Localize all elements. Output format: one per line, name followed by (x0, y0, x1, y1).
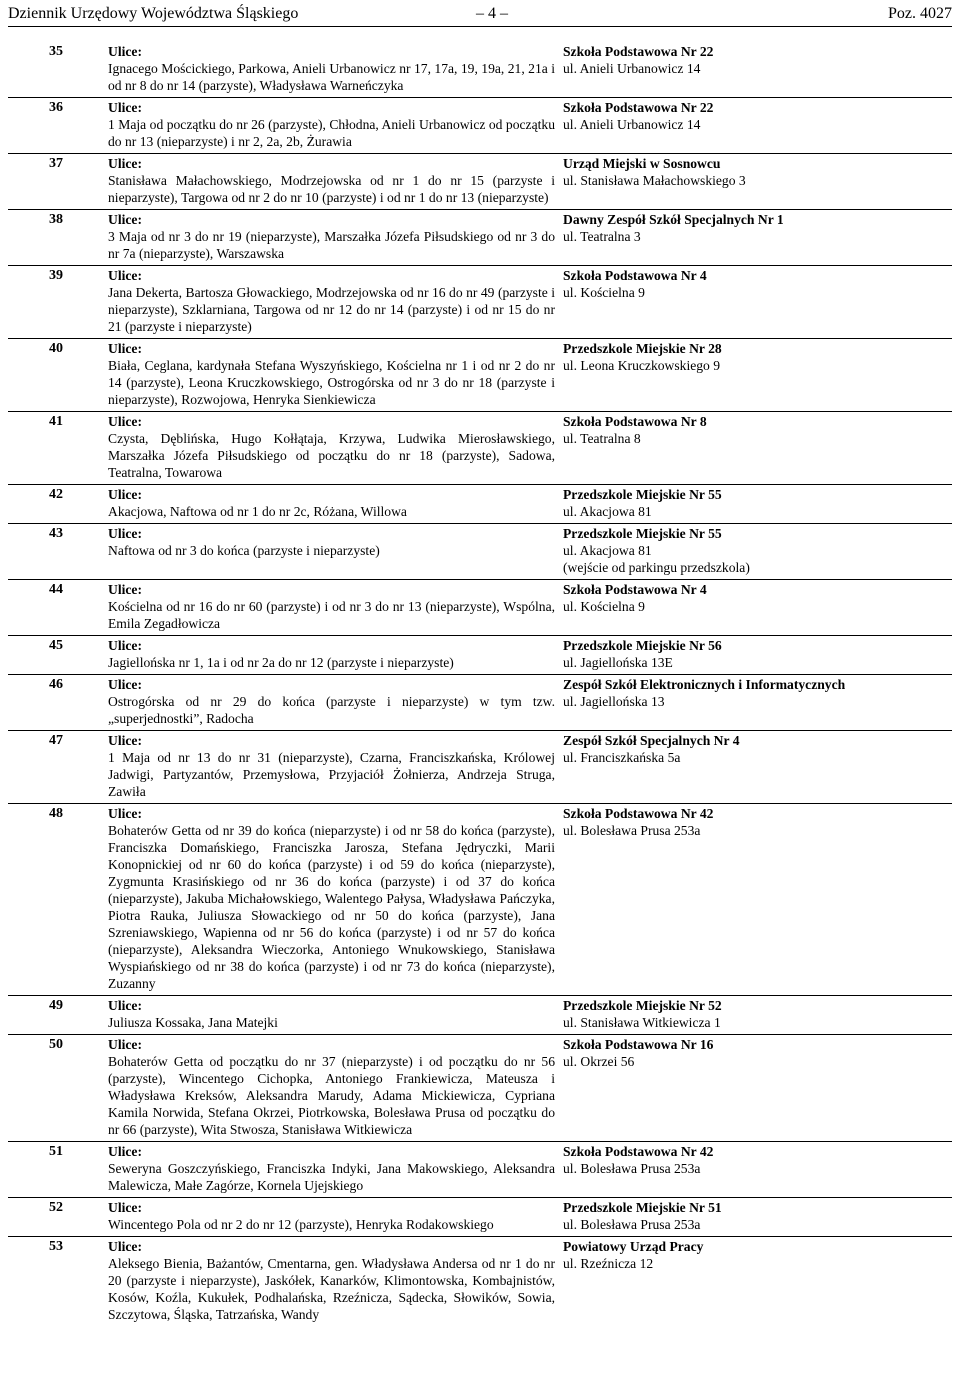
polling-station-name: Szkoła Podstawowa Nr 16 (563, 1037, 714, 1052)
table-row (8, 636, 952, 675)
streets-cell (104, 731, 559, 804)
streets-list: Jana Dekerta, Bartosza Głowackiego, Modrzejowska od nr 16 do nr 49 (parzyste i nieparzyste), Szklarniana, Targowa od nr 12 do nr 14 (parzyste) i od nr 15 do nr 21 (parzyste i nieparzyste) (108, 285, 555, 334)
polling-station-cell (559, 524, 952, 580)
polling-station-name: Szkoła Podstawowa Nr 42 (563, 806, 714, 821)
district-number: 37 (49, 156, 63, 171)
polling-station-note: (wejście od parkingu przedszkola) (563, 560, 750, 575)
polling-station-name: Szkoła Podstawowa Nr 4 (563, 582, 707, 597)
district-number: 43 (49, 526, 63, 541)
streets-label: Ulice: (108, 100, 142, 115)
polling-station-cell (559, 98, 952, 154)
polling-station-name: Zespół Szkół Specjalnych Nr 4 (563, 733, 740, 748)
polling-districts-table (8, 42, 952, 1326)
table-row (8, 1237, 952, 1327)
polling-station-cell (559, 1198, 952, 1237)
streets-list: Jagiellońska nr 1, 1a i od nr 2a do nr 12 (parzyste i nieparzyste) (108, 655, 454, 670)
polling-station-name: Przedszkole Miejskie Nr 51 (563, 1200, 722, 1215)
table-row (8, 524, 952, 580)
streets-label: Ulice: (108, 998, 142, 1013)
polling-station-name: Szkoła Podstawowa Nr 4 (563, 268, 707, 283)
polling-station-address: ul. Kościelna 9 (563, 599, 645, 614)
polling-station-name: Przedszkole Miejskie Nr 28 (563, 341, 722, 356)
streets-label: Ulice: (108, 1200, 142, 1215)
streets-label: Ulice: (108, 1144, 142, 1159)
table-row (8, 580, 952, 636)
table-row (8, 154, 952, 210)
polling-station-address: ul. Akacjowa 81 (563, 543, 652, 558)
polling-station-name: Zespół Szkół Elektronicznych i Informatycznych (563, 677, 846, 692)
table-row (8, 42, 952, 98)
streets-list: Ostrogórska od nr 29 do końca (parzyste i nieparzyste) w tym tzw. „superjednostki”, Radocha (108, 694, 555, 726)
streets-list: 1 Maja od nr 13 do nr 31 (nieparzyste), Czarna, Franciszkańska, Królowej Jadwigi, Partyzantów, Przemysłowa, Przyjaciół Żołnierza, Andrzeja Struga, Zawiła (108, 750, 555, 799)
streets-cell (104, 524, 559, 580)
polling-station-address: ul. Jagiellońska 13 (563, 694, 665, 709)
streets-cell (104, 210, 559, 266)
district-number: 38 (49, 212, 63, 227)
streets-list: Bohaterów Getta od nr 39 do końca (nieparzyste) i od nr 58 do końca (parzyste), Franciszka Domańskiego, Franciszka Jarosza, Stefana Jędryczki, Marii Konopnickiej od nr 60 do końca (parzyste) i od 59 do końca (nieparzyste), Zygmunta Krasińskiego od nr 36 do końca (parzyste) i od 37 do końca (nieparzyste), Jakuba Michałowskiego, Walentego Pałysa, Władysława Pańczyka, Piotra Rauka, Juliusza Słowackiego od nr 50 do końca (parzyste), Jana Szreniawskiego, Wapienna od nr 56 do końca (parzyste) i od nr 57 do końca (nieparzyste), Aleksandra Wieczorka, Antoniego Wnukowskiego, Stanisława Wyspiańskiego od nr 38 do końca (parzyste) i od nr 73 do końca (nieparzyste), Zuzanny (108, 823, 555, 991)
district-number: 48 (49, 806, 63, 821)
polling-station-cell (559, 996, 952, 1035)
polling-station-name: Przedszkole Miejskie Nr 55 (563, 526, 722, 541)
polling-station-cell (559, 210, 952, 266)
table-row (8, 675, 952, 731)
district-number: 35 (49, 44, 63, 59)
streets-list: Wincentego Pola od nr 2 do nr 12 (parzyste), Henryka Rodakowskiego (108, 1217, 494, 1232)
streets-label: Ulice: (108, 806, 142, 821)
polling-station-cell (559, 42, 952, 98)
table-row (8, 412, 952, 485)
table-row (8, 1142, 952, 1198)
streets-label: Ulice: (108, 414, 142, 429)
polling-station-address: ul. Anieli Urbanowicz 14 (563, 117, 701, 132)
streets-cell (104, 804, 559, 996)
streets-label: Ulice: (108, 1239, 142, 1254)
polling-station-address: ul. Stanisława Witkiewicza 1 (563, 1015, 721, 1030)
page-number: – 4 – (476, 5, 508, 22)
district-number: 49 (49, 998, 63, 1013)
streets-list: Seweryna Goszczyńskiego, Franciszka Indyki, Jana Makowskiego, Aleksandra Malewicza, Małe Zagórze, Kornela Ujejskiego (108, 1161, 555, 1193)
polling-station-name: Szkoła Podstawowa Nr 22 (563, 100, 714, 115)
streets-label: Ulice: (108, 44, 142, 59)
polling-station-address: ul. Jagiellońska 13E (563, 655, 673, 670)
polling-station-name: Przedszkole Miejskie Nr 52 (563, 998, 722, 1013)
polling-station-name: Przedszkole Miejskie Nr 55 (563, 487, 722, 502)
district-number: 50 (49, 1037, 63, 1052)
district-number: 53 (49, 1239, 63, 1254)
streets-label: Ulice: (108, 341, 142, 356)
polling-station-cell (559, 1035, 952, 1142)
polling-station-address: ul. Bolesława Prusa 253a (563, 823, 701, 838)
polling-station-address: ul. Anieli Urbanowicz 14 (563, 61, 701, 76)
streets-cell (104, 42, 559, 98)
streets-label: Ulice: (108, 212, 142, 227)
district-number: 39 (49, 268, 63, 283)
polling-station-cell (559, 580, 952, 636)
position-number: Poz. 4027 (888, 5, 952, 22)
polling-station-address: ul. Kościelna 9 (563, 285, 645, 300)
polling-station-address: ul. Okrzei 56 (563, 1054, 635, 1069)
streets-label: Ulice: (108, 677, 142, 692)
streets-label: Ulice: (108, 582, 142, 597)
streets-label: Ulice: (108, 268, 142, 283)
streets-list: 3 Maja od nr 3 do nr 19 (nieparzyste), Marszałka Józefa Piłsudskiego od nr 3 do nr 7a (nieparzyste), Warszawska (108, 229, 555, 261)
streets-list: Biała, Ceglana, kardynała Stefana Wyszyńskiego, Kościelna nr 1 i od nr 2 do nr 14 (parzyste), Leona Kruczkowskiego, Ostrogórska od nr 3 do nr 18 (parzyste i nieparzyste), Rozwojowa, Henryka Sienkiewicza (108, 358, 555, 407)
polling-station-cell (559, 804, 952, 996)
polling-station-cell (559, 412, 952, 485)
streets-cell (104, 154, 559, 210)
polling-station-address: ul. Franciszkańska 5a (563, 750, 681, 765)
streets-cell (104, 98, 559, 154)
journal-title: Dziennik Urzędowy Województwa Śląskiego (8, 5, 299, 22)
table-row (8, 485, 952, 524)
district-number: 40 (49, 341, 63, 356)
polling-station-cell (559, 154, 952, 210)
streets-list: Kościelna od nr 16 do nr 60 (parzyste) i od nr 3 do nr 13 (nieparzyste), Wspólna, Emila Zegadłowicza (108, 599, 555, 631)
streets-label: Ulice: (108, 733, 142, 748)
streets-list: Bohaterów Getta od początku do nr 37 (nieparzyste) i od początku do nr 56 (parzyste), Wincentego Cichopka, Antoniego Frankiewicza, Mateusza i Władysława Kreksów, Aleksandra Marudy, Adama Mickiewicza, Cypriana Kamila Norwida, Stefana Okrzei, Piotrkowska, Bolesława Prusa od początku do nr 66 (parzyste), Wita Stwosza, Stanisława Witkiewicza (108, 1054, 555, 1137)
polling-station-cell (559, 675, 952, 731)
table-row (8, 996, 952, 1035)
table-row (8, 339, 952, 412)
polling-station-address: ul. Bolesława Prusa 253a (563, 1217, 701, 1232)
polling-station-name: Powiatowy Urząd Pracy (563, 1239, 704, 1254)
page-header (8, 2, 952, 27)
streets-cell (104, 1142, 559, 1198)
polling-station-cell (559, 266, 952, 339)
streets-cell (104, 485, 559, 524)
streets-cell (104, 1198, 559, 1237)
streets-list: Ignacego Mościckiego, Parkowa, Anieli Urbanowicz nr 17, 17a, 19, 19a, 21, 21a i od nr 8 do nr 14 (parzyste), Władysława Warneńczyka (108, 61, 555, 93)
polling-station-cell (559, 485, 952, 524)
table-row (8, 210, 952, 266)
streets-cell (104, 412, 559, 485)
table-row (8, 804, 952, 996)
polling-station-cell (559, 636, 952, 675)
streets-cell (104, 996, 559, 1035)
streets-label: Ulice: (108, 487, 142, 502)
table-row (8, 1198, 952, 1237)
table-row (8, 731, 952, 804)
district-number: 41 (49, 414, 63, 429)
polling-station-address: ul. Teatralna 3 (563, 229, 641, 244)
district-number: 47 (49, 733, 63, 748)
streets-cell (104, 1035, 559, 1142)
streets-list: Akacjowa, Naftowa od nr 1 do nr 2c, Różana, Willowa (108, 504, 407, 519)
streets-list: Stanisława Małachowskiego, Modrzejowska od nr 1 do nr 15 (parzyste i nieparzyste), Targowa od nr 2 do nr 10 (parzyste) i od nr 1 do nr 13 (nieparzyste) (108, 173, 555, 205)
streets-cell (104, 675, 559, 731)
district-number: 46 (49, 677, 63, 692)
table-body (8, 42, 952, 1326)
streets-label: Ulice: (108, 526, 142, 541)
polling-station-address: ul. Teatralna 8 (563, 431, 641, 446)
polling-station-cell (559, 339, 952, 412)
district-number: 51 (49, 1144, 63, 1159)
polling-station-cell (559, 1237, 952, 1327)
table-row (8, 98, 952, 154)
streets-cell (104, 266, 559, 339)
polling-station-address: ul. Leona Kruczkowskiego 9 (563, 358, 721, 373)
streets-list: Aleksego Bienia, Bażantów, Cmentarna, gen. Władysława Andersa od nr 1 do nr 20 (parzyste i nieparzyste), Jaskółek, Kanarków, Klimontowska, Kombajnistów, Kosów, Koźla, Kukułek, Podhalańska, Rzeźnicza, Sądecka, Słowików, Sowia, Szczytowa, Śląska, Tatrzańska, Wandy (108, 1256, 555, 1322)
polling-station-name: Dawny Zespół Szkół Specjalnych Nr 1 (563, 212, 784, 227)
polling-station-cell (559, 731, 952, 804)
streets-list: Juliusza Kossaka, Jana Matejki (108, 1015, 278, 1030)
district-number: 45 (49, 638, 63, 653)
polling-station-name: Szkoła Podstawowa Nr 22 (563, 44, 714, 59)
streets-list: Naftowa od nr 3 do końca (parzyste i nieparzyste) (108, 543, 380, 558)
polling-station-address: ul. Stanisława Małachowskiego 3 (563, 173, 746, 188)
table-row (8, 1035, 952, 1142)
polling-station-name: Szkoła Podstawowa Nr 42 (563, 1144, 714, 1159)
streets-label: Ulice: (108, 156, 142, 171)
district-number: 42 (49, 487, 63, 502)
district-number: 36 (49, 100, 63, 115)
polling-station-cell (559, 1142, 952, 1198)
streets-cell (104, 339, 559, 412)
table-row (8, 266, 952, 339)
polling-station-name: Urząd Miejski w Sosnowcu (563, 156, 721, 171)
polling-station-address: ul. Akacjowa 81 (563, 504, 652, 519)
district-number: 44 (49, 582, 63, 597)
streets-label: Ulice: (108, 638, 142, 653)
polling-station-address: ul. Rzeźnicza 12 (563, 1256, 654, 1271)
streets-list: 1 Maja od początku do nr 26 (parzyste), Chłodna, Anieli Urbanowicz od początku do nr 13 (nieparzyste) i nr 2, 2a, 2b, Żurawia (108, 117, 555, 149)
streets-list: Czysta, Dęblińska, Hugo Kołłątaja, Krzywa, Ludwika Mierosławskiego, Marszałka Józefa Piłsudskiego od początku do nr 18 (parzyste), Sadowa, Teatralna, Towarowa (108, 431, 555, 480)
streets-cell (104, 636, 559, 675)
district-number: 52 (49, 1200, 63, 1215)
streets-cell (104, 1237, 559, 1327)
polling-station-name: Szkoła Podstawowa Nr 8 (563, 414, 707, 429)
polling-station-name: Przedszkole Miejskie Nr 56 (563, 638, 722, 653)
streets-label: Ulice: (108, 1037, 142, 1052)
streets-cell (104, 580, 559, 636)
polling-station-address: ul. Bolesława Prusa 253a (563, 1161, 701, 1176)
